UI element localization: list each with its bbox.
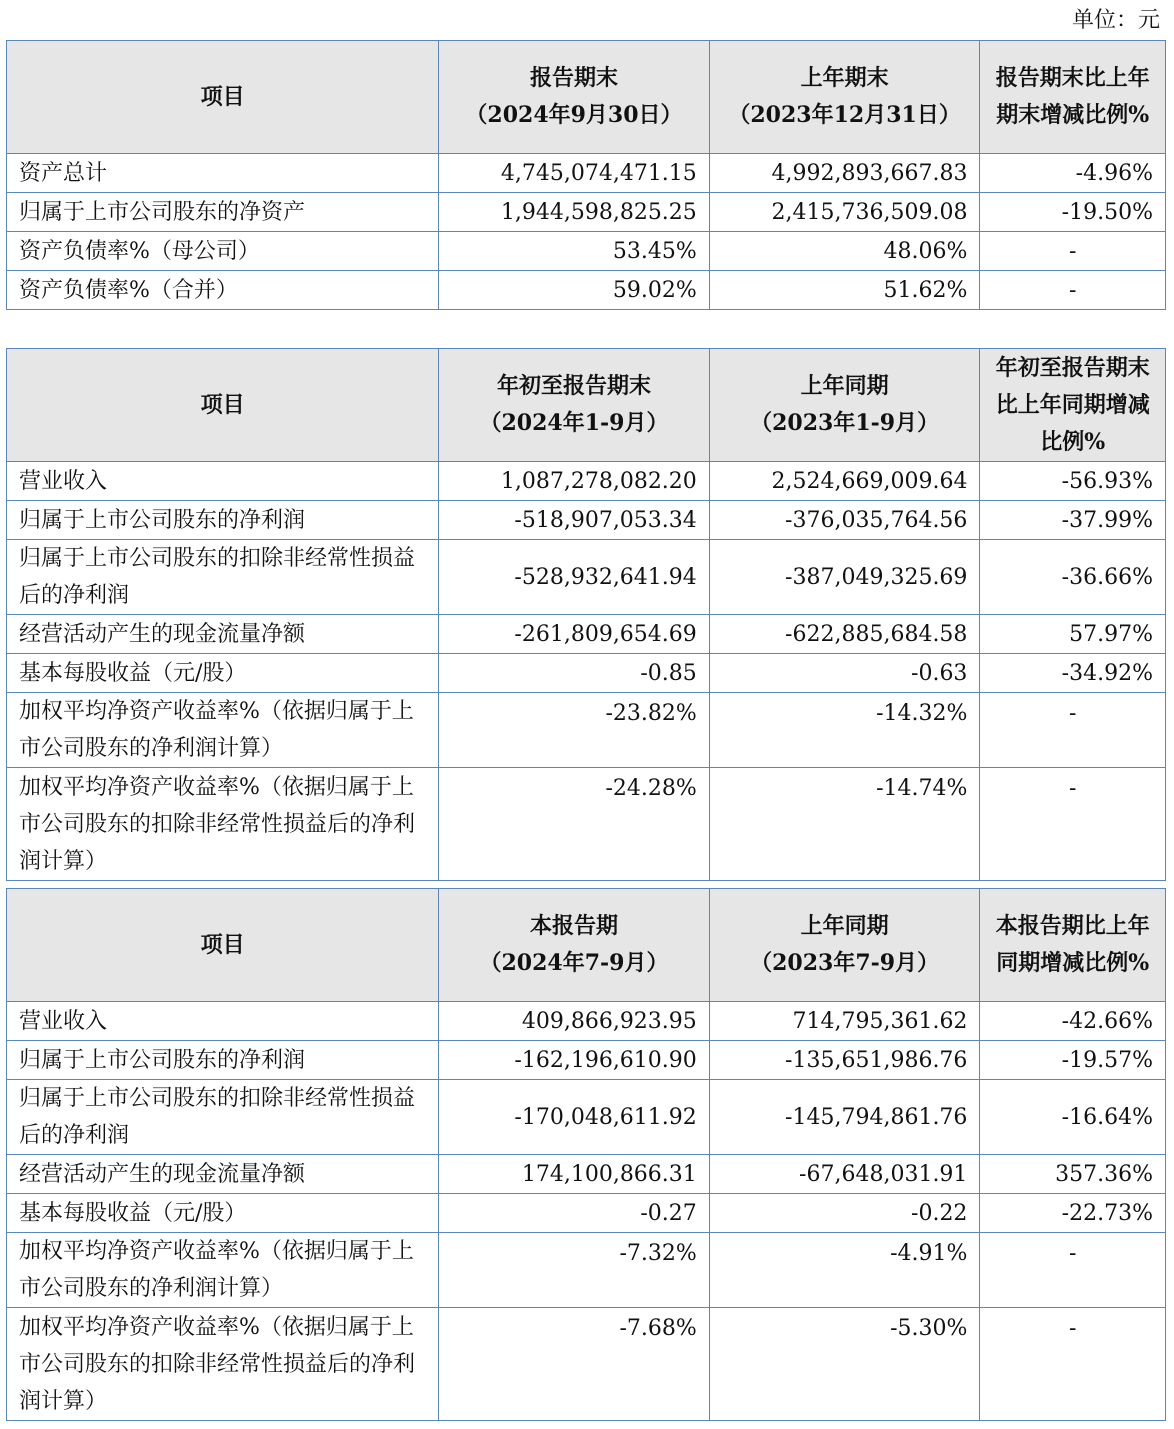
value-cell: 59.02%: [439, 271, 710, 310]
row-label: 资产总计: [7, 154, 439, 193]
table-row: [7, 271, 1166, 310]
header-cell: 本报告期 （2024年7-9月）: [439, 889, 710, 1002]
row-label: 归属于上市公司股东的净利润: [7, 1041, 439, 1080]
table-row: [7, 615, 1166, 654]
header-cell: 上年同期 （2023年7-9月）: [709, 889, 980, 1002]
value-cell: 53.45%: [439, 232, 710, 271]
row-label: 加权平均净资产收益率%（依据归属于上市公司股东的净利润计算）: [7, 693, 439, 768]
value-cell: -24.28%: [439, 768, 710, 881]
value-cell: 174,100,866.31: [439, 1155, 710, 1194]
table-row: [7, 154, 1166, 193]
value-cell: -518,907,053.34: [439, 501, 710, 540]
change-cell: -19.57%: [980, 1041, 1166, 1080]
change-cell: -: [980, 232, 1166, 271]
table-row: [7, 462, 1166, 501]
change-cell: -22.73%: [980, 1194, 1166, 1233]
row-label: 加权平均净资产收益率%（依据归属于上市公司股东的扣除非经常性损益后的净利润计算）: [7, 1308, 439, 1421]
change-cell: -4.96%: [980, 154, 1166, 193]
change-cell: -: [980, 1233, 1166, 1308]
value-cell: 409,866,923.95: [439, 1002, 710, 1041]
value-cell: -0.63: [709, 654, 980, 693]
value-cell: -4.91%: [709, 1233, 980, 1308]
change-cell: -16.64%: [980, 1080, 1166, 1155]
change-cell: -: [980, 1308, 1166, 1421]
header-cell: 项目: [7, 349, 439, 462]
table-row: [7, 1002, 1166, 1041]
value-cell: -67,648,031.91: [709, 1155, 980, 1194]
value-cell: 4,745,074,471.15: [439, 154, 710, 193]
row-label: 资产负债率%（合并）: [7, 271, 439, 310]
value-cell: 714,795,361.62: [709, 1002, 980, 1041]
change-cell: -36.66%: [980, 540, 1166, 615]
value-cell: 2,524,669,009.64: [709, 462, 980, 501]
row-label: 资产负债率%（母公司）: [7, 232, 439, 271]
value-cell: -170,048,611.92: [439, 1080, 710, 1155]
ytd-income-table: [6, 348, 1166, 881]
value-cell: -5.30%: [709, 1308, 980, 1421]
table-row: [7, 1233, 1166, 1308]
table-row: [7, 1080, 1166, 1155]
table-row: [7, 1194, 1166, 1233]
header-cell: 年初至报告期末 （2024年1-9月）: [439, 349, 710, 462]
value-cell: -528,932,641.94: [439, 540, 710, 615]
row-label: 基本每股收益（元/股）: [7, 1194, 439, 1233]
value-cell: -0.27: [439, 1194, 710, 1233]
row-label: 归属于上市公司股东的净利润: [7, 501, 439, 540]
value-cell: -0.22: [709, 1194, 980, 1233]
row-label: 基本每股收益（元/股）: [7, 654, 439, 693]
row-label: 归属于上市公司股东的净资产: [7, 193, 439, 232]
unit-label: 单位：元: [1071, 8, 1160, 33]
row-label: 归属于上市公司股东的扣除非经常性损益后的净利润: [7, 1080, 439, 1155]
table-row: [7, 1308, 1166, 1421]
row-label: 营业收入: [7, 1002, 439, 1041]
value-cell: -7.68%: [439, 1308, 710, 1421]
table-row: [7, 501, 1166, 540]
value-cell: -14.74%: [709, 768, 980, 881]
change-cell: -: [980, 768, 1166, 881]
value-cell: -14.32%: [709, 693, 980, 768]
change-cell: -42.66%: [980, 1002, 1166, 1041]
value-cell: -376,035,764.56: [709, 501, 980, 540]
header-cell: 项目: [7, 889, 439, 1002]
value-cell: -261,809,654.69: [439, 615, 710, 654]
table-header-row: [7, 41, 1166, 154]
table-row: [7, 768, 1166, 881]
row-label: 归属于上市公司股东的扣除非经常性损益后的净利润: [7, 540, 439, 615]
header-cell: 年初至报告期末比上年同期增减比例%: [980, 349, 1166, 462]
table-header-row: [7, 349, 1166, 462]
balance-table: [6, 40, 1166, 310]
value-cell: 4,992,893,667.83: [709, 154, 980, 193]
table-row: [7, 232, 1166, 271]
table-row: [7, 654, 1166, 693]
value-cell: -162,196,610.90: [439, 1041, 710, 1080]
header-cell: 上年同期 （2023年1-9月）: [709, 349, 980, 462]
change-cell: 57.97%: [980, 615, 1166, 654]
value-cell: -23.82%: [439, 693, 710, 768]
value-cell: -7.32%: [439, 1233, 710, 1308]
header-cell: 本报告期比上年同期增减比例%: [980, 889, 1166, 1002]
value-cell: 2,415,736,509.08: [709, 193, 980, 232]
change-cell: -56.93%: [980, 462, 1166, 501]
table-row: [7, 1041, 1166, 1080]
value-cell: 51.62%: [709, 271, 980, 310]
change-cell: -: [980, 693, 1166, 768]
row-label: 加权平均净资产收益率%（依据归属于上市公司股东的净利润计算）: [7, 1233, 439, 1308]
value-cell: -0.85: [439, 654, 710, 693]
row-label: 营业收入: [7, 462, 439, 501]
quarter-income-table: [6, 888, 1166, 1421]
change-cell: -19.50%: [980, 193, 1166, 232]
table-row: [7, 693, 1166, 768]
value-cell: -135,651,986.76: [709, 1041, 980, 1080]
change-cell: -37.99%: [980, 501, 1166, 540]
row-label: 经营活动产生的现金流量净额: [7, 615, 439, 654]
change-cell: -34.92%: [980, 654, 1166, 693]
header-cell: 报告期末 （2024年9月30日）: [439, 41, 710, 154]
change-cell: 357.36%: [980, 1155, 1166, 1194]
header-cell: 项目: [7, 41, 439, 154]
value-cell: 1,944,598,825.25: [439, 193, 710, 232]
table-header-row: [7, 889, 1166, 1002]
header-cell: 报告期末比上年期末增减比例%: [980, 41, 1166, 154]
table-row: [7, 540, 1166, 615]
value-cell: -387,049,325.69: [709, 540, 980, 615]
table-row: [7, 1155, 1166, 1194]
value-cell: -622,885,684.58: [709, 615, 980, 654]
value-cell: -145,794,861.76: [709, 1080, 980, 1155]
value-cell: 48.06%: [709, 232, 980, 271]
change-cell: -: [980, 271, 1166, 310]
table-row: [7, 193, 1166, 232]
header-cell: 上年期末 （2023年12月31日）: [709, 41, 980, 154]
row-label: 加权平均净资产收益率%（依据归属于上市公司股东的扣除非经常性损益后的净利润计算）: [7, 768, 439, 881]
row-label: 经营活动产生的现金流量净额: [7, 1155, 439, 1194]
value-cell: 1,087,278,082.20: [439, 462, 710, 501]
